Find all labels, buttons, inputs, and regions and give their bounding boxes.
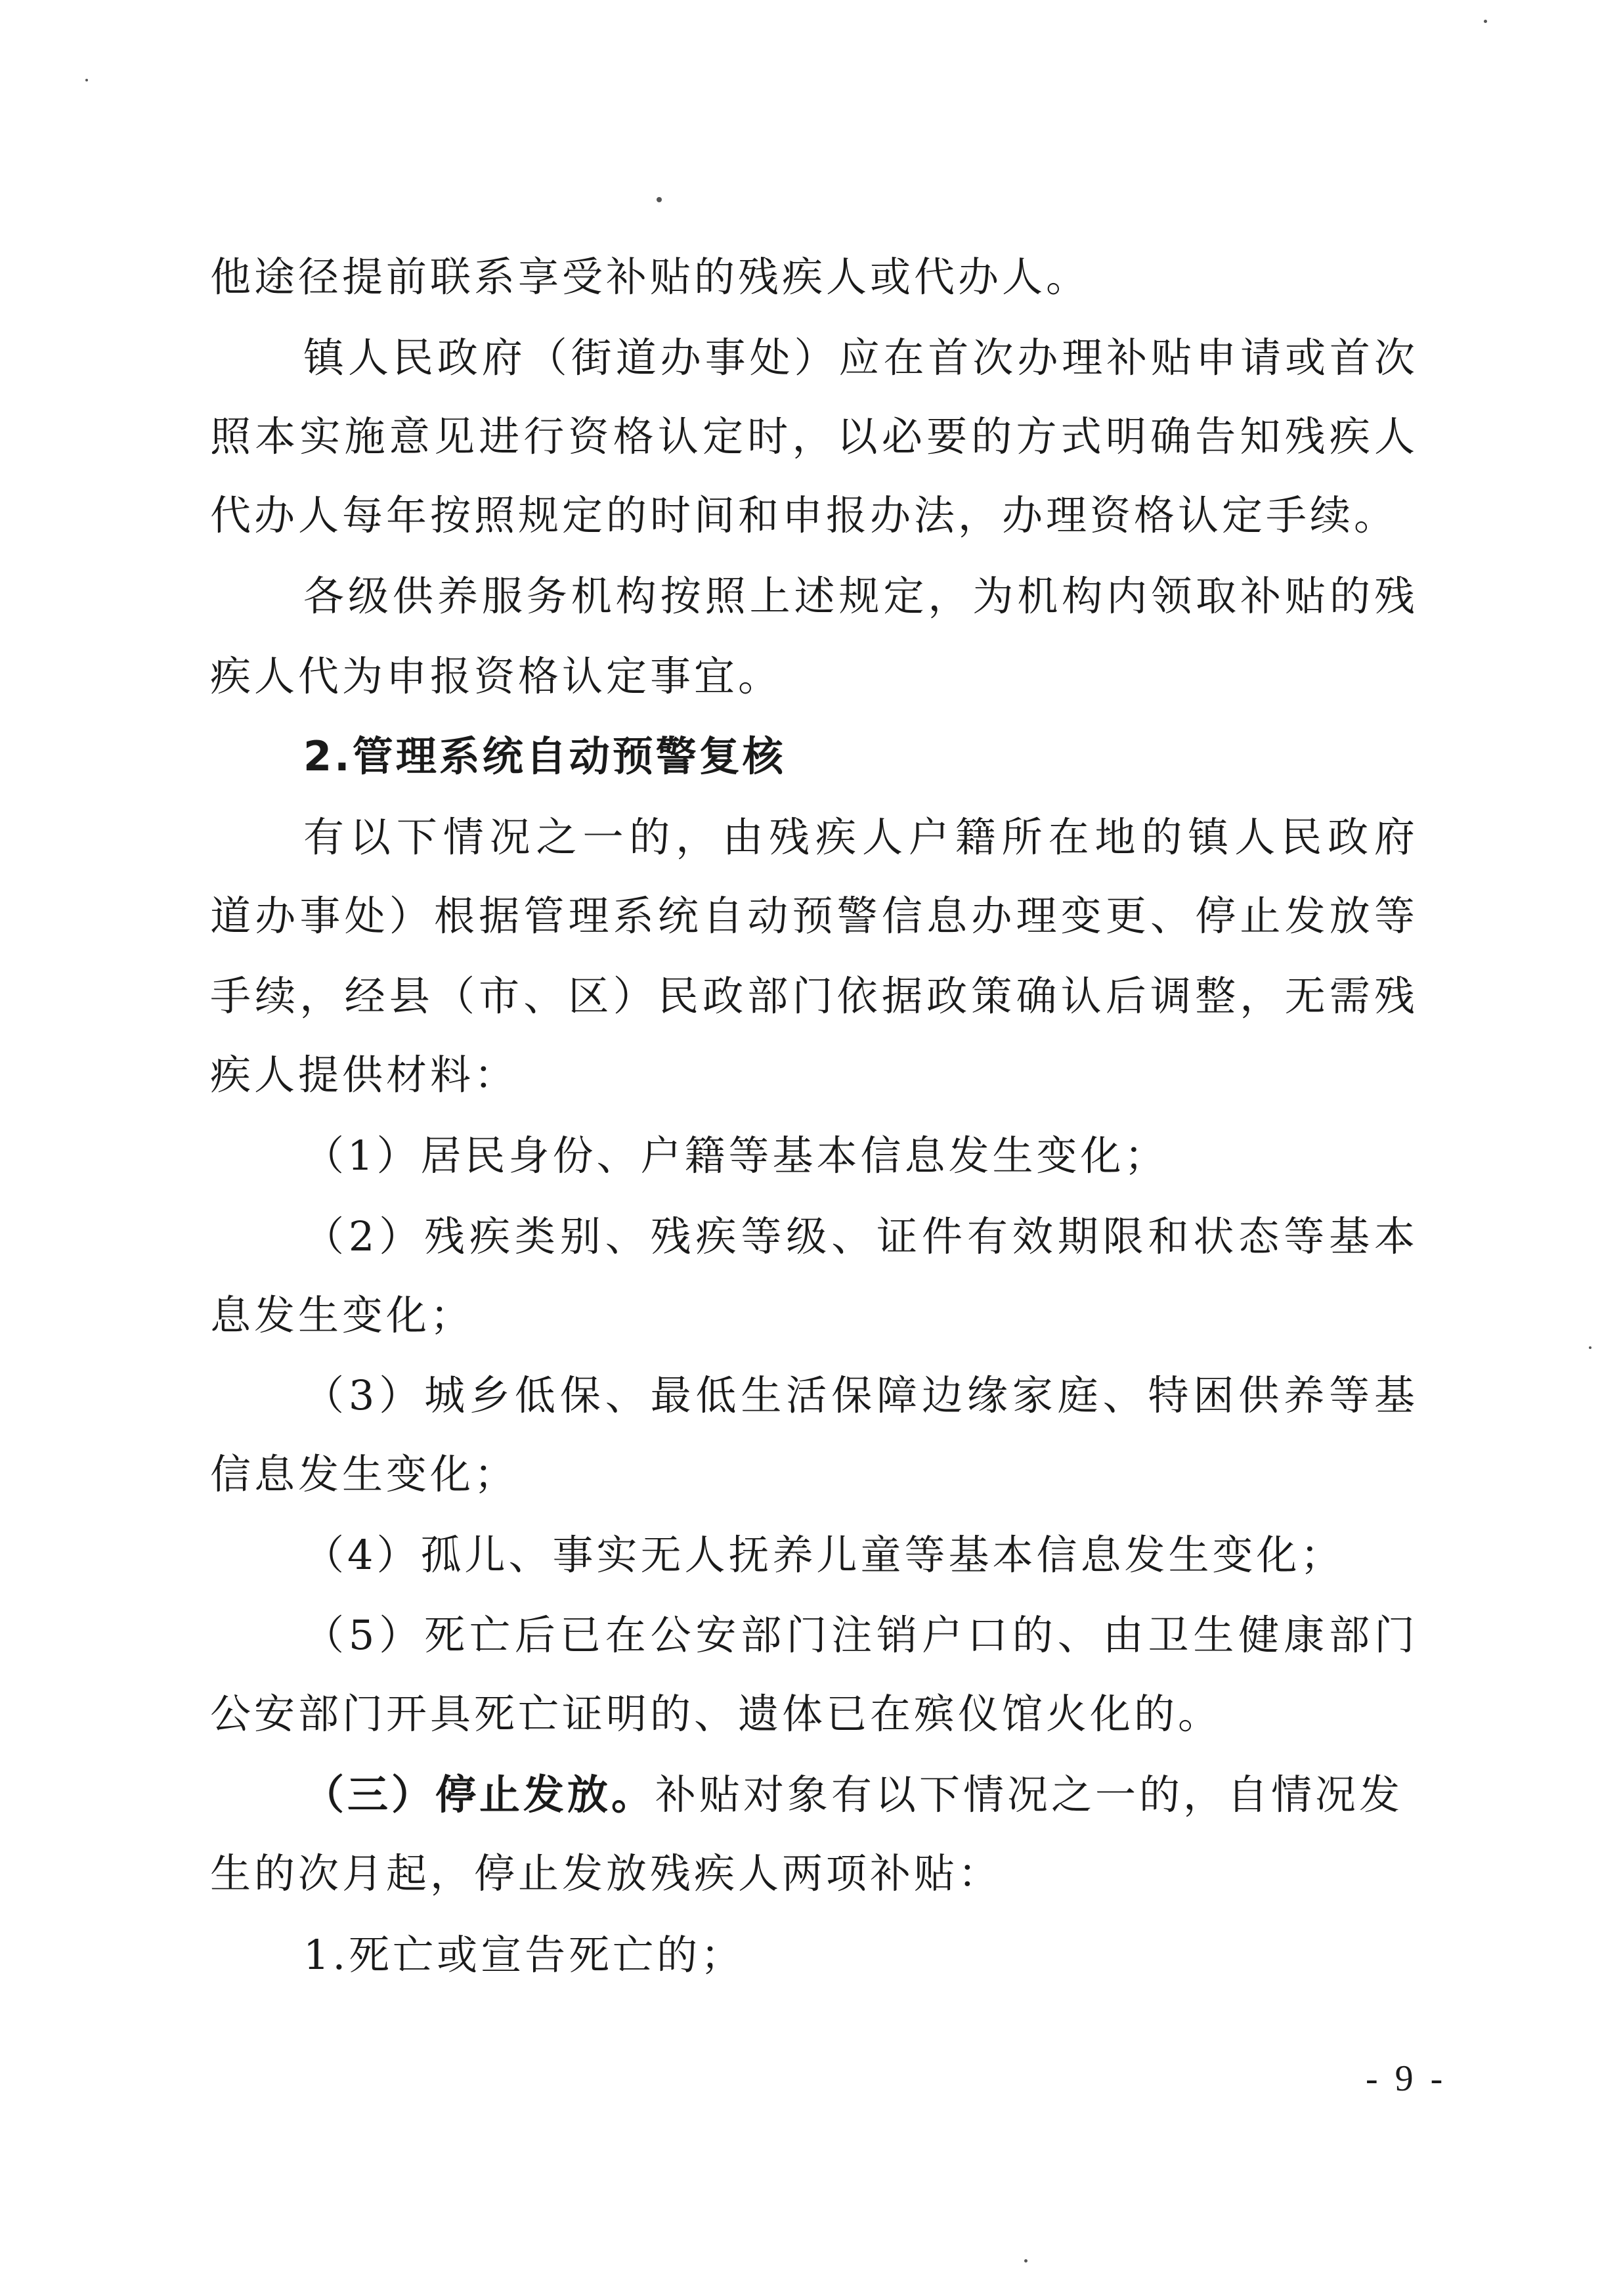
list-item-continuation: 信息发生变化； [210, 1450, 519, 1498]
list-item: （2）残疾类别、残疾等级、证件有效期限和状态等基本 [303, 1212, 1418, 1260]
paragraph-line: 疾人代为申报资格认定事宜。 [210, 652, 783, 700]
list-item-continuation: 息发生变化； [210, 1291, 475, 1339]
list-item: （3）城乡低保、最低生活保障边缘家庭、特困供养等基 [303, 1371, 1418, 1419]
scan-speck [1589, 1346, 1591, 1349]
list-item: 1.死亡或宣告死亡的； [303, 1931, 745, 1979]
paragraph-line: 有以下情况之一的，由残疾人户籍所在地的镇人民政府 [303, 813, 1418, 861]
paragraph-line [303, 1769, 1418, 1821]
paragraph-line: 镇人民政府（街道办事处）应在首次办理补贴申请或首次 [303, 334, 1418, 382]
bold-lead-phrase: （三）停止发放。 [303, 1771, 656, 1819]
list-item: （1）居民身份、户籍等基本信息发生变化； [303, 1132, 1169, 1180]
paragraph-line: 生的次月起，停止发放残疾人两项补贴： [210, 1849, 1003, 1897]
paragraph-line: 道办事处）根据管理系统自动预警信息办理变更、停止发放等 [210, 892, 1418, 940]
list-item: （5）死亡后已在公安部门注销户口的、由卫生健康部门 [303, 1611, 1418, 1659]
paragraph-line: 疾人提供材料： [210, 1051, 519, 1099]
paragraph-text: 补贴对象有以下情况之一的，自情况发 [655, 1771, 1404, 1819]
scan-speck [1484, 20, 1487, 23]
paragraph-line: 他途径提前联系享受补贴的残疾人或代办人。 [210, 253, 1091, 301]
page-number: - 9 - [1366, 2058, 1447, 2099]
list-item: （4）孤儿、事实无人抚养儿童等基本信息发生变化； [303, 1531, 1345, 1579]
paragraph-line: 代办人每年按照规定的时间和申报办法，办理资格认定手续。 [210, 491, 1398, 539]
scan-speck [85, 79, 88, 81]
paragraph-line: 照本实施意见进行资格认定时，以必要的方式明确告知残疾人 [210, 412, 1418, 460]
section-heading: 2.管理系统自动预警复核 [303, 732, 786, 780]
scan-speck [1024, 2259, 1028, 2263]
scan-speck [657, 197, 662, 202]
paragraph-line: 各级供养服务机构按照上述规定，为机构内领取补贴的残 [303, 572, 1418, 620]
paragraph-line: 手续，经县（市、区）民政部门依据政策确认后调整，无需残 [210, 972, 1418, 1020]
list-item-continuation: 公安部门开具死亡证明的、遗体已在殡仪馆火化的。 [210, 1690, 1223, 1738]
